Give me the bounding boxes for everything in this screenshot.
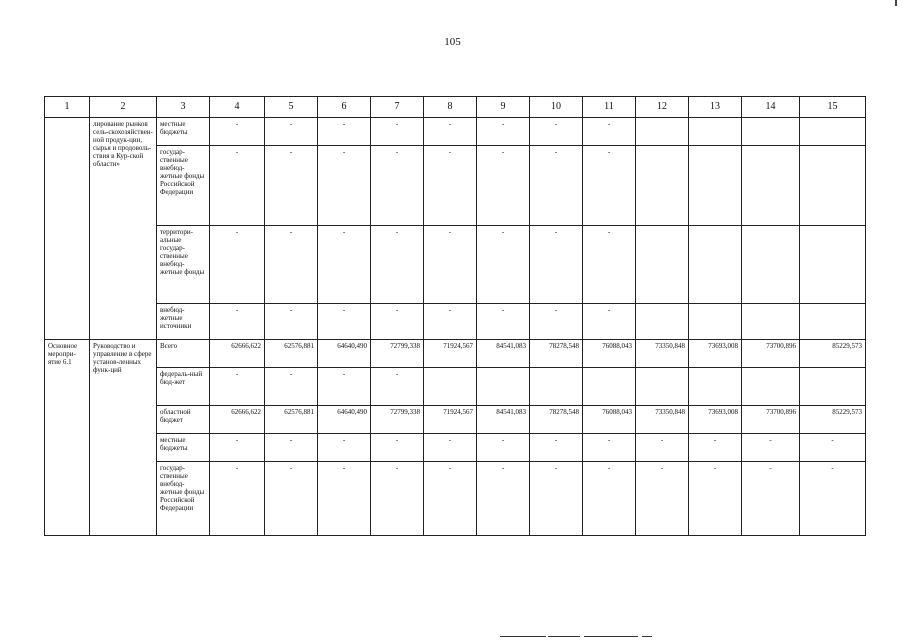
value-cell: 76088,043: [583, 340, 636, 368]
value-cell: -: [210, 118, 265, 146]
column-header: 8: [424, 97, 477, 118]
funding-source-cell: федераль-ный бюд-жет: [157, 368, 210, 406]
funding-source-cell: внебюд-жетные источники: [157, 304, 210, 340]
value-cell: -: [265, 226, 318, 304]
value-cell: -: [530, 304, 583, 340]
column-header: 2: [90, 97, 157, 118]
value-cell: -: [210, 434, 265, 462]
value-cell: -: [530, 434, 583, 462]
value-cell: -: [477, 462, 530, 536]
table-body: [45, 118, 866, 536]
value-cell: 84541,083: [477, 406, 530, 434]
funding-source-cell: местные бюджеты: [157, 434, 210, 462]
page-number: 105: [444, 36, 461, 48]
value-cell: -: [371, 118, 424, 146]
value-cell: -: [583, 226, 636, 304]
value-cell: -: [689, 462, 742, 536]
value-cell: [742, 368, 800, 406]
value-cell: -: [424, 462, 477, 536]
value-cell: -: [636, 434, 689, 462]
column-header: 1: [45, 97, 90, 118]
value-cell: -: [210, 368, 265, 406]
value-cell: -: [371, 146, 424, 226]
event-name-cell: лирование рынков сель-скохозяйствен-ной продук-ции, сырья и продоволь-ствия в Кур-ской области»: [90, 118, 157, 340]
table-row: [45, 368, 866, 406]
value-cell: 73693,008: [689, 406, 742, 434]
value-cell: -: [318, 146, 371, 226]
table-row: [45, 340, 866, 368]
value-cell: -: [424, 146, 477, 226]
value-cell: -: [583, 118, 636, 146]
event-number-cell: [45, 118, 90, 340]
value-cell: -: [530, 226, 583, 304]
column-header: 11: [583, 97, 636, 118]
value-cell: -: [424, 304, 477, 340]
table-row: [45, 304, 866, 340]
column-header: 3: [157, 97, 210, 118]
value-cell: [742, 146, 800, 226]
column-header: 5: [265, 97, 318, 118]
funding-source-cell: местные бюджеты: [157, 118, 210, 146]
value-cell: [742, 118, 800, 146]
funding-source-cell: государ-ственные внебюд-жетные фонды Российской Федерации: [157, 146, 210, 226]
value-cell: -: [742, 462, 800, 536]
footer-rule: [548, 636, 580, 637]
scan-corner-mark: [895, 0, 897, 6]
value-cell: -: [583, 462, 636, 536]
value-cell: 78278,548: [530, 406, 583, 434]
footer-rule: [500, 636, 546, 637]
value-cell: [477, 368, 530, 406]
value-cell: -: [265, 118, 318, 146]
value-cell: 62666,622: [210, 406, 265, 434]
value-cell: -: [371, 434, 424, 462]
value-cell: -: [477, 304, 530, 340]
table-row: [45, 406, 866, 434]
table-row: [45, 434, 866, 462]
value-cell: -: [318, 118, 371, 146]
value-cell: -: [318, 434, 371, 462]
value-cell: 73350,848: [636, 406, 689, 434]
value-cell: -: [265, 434, 318, 462]
value-cell: [636, 368, 689, 406]
value-cell: [800, 146, 866, 226]
value-cell: [689, 146, 742, 226]
value-cell: -: [210, 226, 265, 304]
value-cell: -: [477, 118, 530, 146]
column-header: 9: [477, 97, 530, 118]
table-row: [45, 226, 866, 304]
value-cell: [424, 368, 477, 406]
value-cell: 64640,490: [318, 340, 371, 368]
value-cell: -: [265, 146, 318, 226]
value-cell: 71924,567: [424, 406, 477, 434]
value-cell: 73700,896: [742, 406, 800, 434]
value-cell: -: [689, 434, 742, 462]
value-cell: 62576,881: [265, 340, 318, 368]
value-cell: [742, 226, 800, 304]
value-cell: -: [424, 434, 477, 462]
value-cell: 73700,896: [742, 340, 800, 368]
value-cell: -: [318, 462, 371, 536]
value-cell: -: [583, 304, 636, 340]
value-cell: 73350,848: [636, 340, 689, 368]
value-cell: -: [210, 146, 265, 226]
value-cell: [583, 368, 636, 406]
value-cell: -: [318, 226, 371, 304]
value-cell: -: [530, 462, 583, 536]
value-cell: 85229,573: [800, 406, 866, 434]
value-cell: -: [477, 434, 530, 462]
value-cell: 62576,881: [265, 406, 318, 434]
value-cell: -: [583, 146, 636, 226]
column-header: 15: [800, 97, 866, 118]
value-cell: -: [424, 118, 477, 146]
value-cell: -: [742, 434, 800, 462]
funding-source-cell: Всего: [157, 340, 210, 368]
column-header: 12: [636, 97, 689, 118]
value-cell: -: [318, 368, 371, 406]
value-cell: -: [210, 462, 265, 536]
value-cell: 71924,567: [424, 340, 477, 368]
value-cell: -: [477, 146, 530, 226]
value-cell: 73693,008: [689, 340, 742, 368]
value-cell: 72799,338: [371, 406, 424, 434]
value-cell: [800, 304, 866, 340]
value-cell: [742, 304, 800, 340]
header-row: [45, 97, 866, 118]
value-cell: -: [318, 304, 371, 340]
footer-rule: [584, 636, 638, 637]
value-cell: [689, 118, 742, 146]
table-row: [45, 462, 866, 536]
value-cell: [800, 226, 866, 304]
column-header: 10: [530, 97, 583, 118]
value-cell: -: [800, 434, 866, 462]
value-cell: -: [265, 368, 318, 406]
value-cell: 84541,083: [477, 340, 530, 368]
value-cell: -: [530, 118, 583, 146]
value-cell: [636, 118, 689, 146]
value-cell: [636, 146, 689, 226]
value-cell: -: [371, 226, 424, 304]
value-cell: -: [424, 226, 477, 304]
column-header: 4: [210, 97, 265, 118]
table-row: [45, 118, 866, 146]
value-cell: -: [371, 368, 424, 406]
value-cell: 78278,548: [530, 340, 583, 368]
value-cell: [689, 304, 742, 340]
value-cell: 64640,490: [318, 406, 371, 434]
value-cell: 72799,338: [371, 340, 424, 368]
value-cell: [636, 304, 689, 340]
value-cell: -: [210, 304, 265, 340]
value-cell: -: [530, 146, 583, 226]
value-cell: 85229,573: [800, 340, 866, 368]
value-cell: -: [583, 434, 636, 462]
value-cell: [636, 226, 689, 304]
funding-source-cell: территори-альные государ-ственные внебюд-жетные фонды: [157, 226, 210, 304]
value-cell: -: [371, 304, 424, 340]
value-cell: [800, 118, 866, 146]
event-number-cell: Основное меропри-ятие 6.1: [45, 340, 90, 536]
value-cell: -: [265, 462, 318, 536]
funding-source-cell: государ-ственные внебюд-жетные фонды Российской Федерации: [157, 462, 210, 536]
event-name-cell: Руководство и управление в сфере установ-ленных функ-ций: [90, 340, 157, 536]
value-cell: [689, 368, 742, 406]
value-cell: [800, 368, 866, 406]
budget-table: [44, 96, 866, 536]
funding-source-cell: областной бюджет: [157, 406, 210, 434]
value-cell: -: [371, 462, 424, 536]
value-cell: -: [265, 304, 318, 340]
value-cell: [689, 226, 742, 304]
value-cell: 62666,622: [210, 340, 265, 368]
value-cell: 76088,043: [583, 406, 636, 434]
value-cell: -: [800, 462, 866, 536]
table-row: [45, 146, 866, 226]
column-header: 14: [742, 97, 800, 118]
value-cell: -: [636, 462, 689, 536]
value-cell: -: [477, 226, 530, 304]
footer-rule: [642, 636, 652, 637]
value-cell: [530, 368, 583, 406]
column-header: 13: [689, 97, 742, 118]
column-header: 6: [318, 97, 371, 118]
column-header: 7: [371, 97, 424, 118]
